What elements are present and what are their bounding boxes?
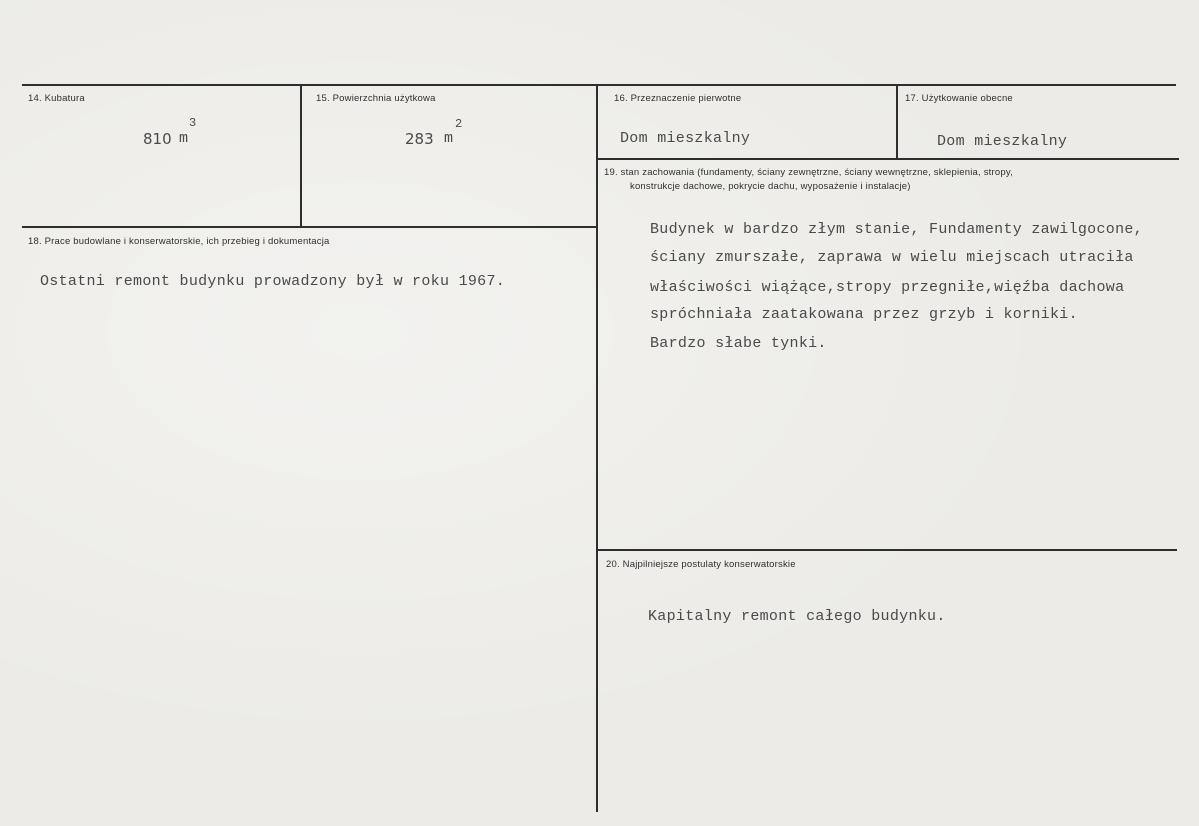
- field-14-unit: m: [179, 130, 189, 147]
- field-16-label: 16. Przeznaczenie pierwotne: [614, 93, 742, 104]
- field-19-line-4: spróchniała zaatakowana przez grzyb i korniki.: [650, 306, 1078, 323]
- field-19-line-3: właściwości wiążące,stropy przegniłe,więźba dachowa: [650, 279, 1125, 296]
- field-15-value: 283: [405, 130, 434, 148]
- field-15-label: 15. Powierzchnia użytkowa: [316, 93, 436, 104]
- rule-under-16-17: [597, 158, 1179, 160]
- field-19-label-line1: 19. stan zachowania (fundamenty, ściany zewnętrzne, ściany wewnętrzne, sklepienia, stropy,: [604, 167, 1013, 178]
- field-19-line-5: Bardzo słabe tynki.: [650, 335, 827, 352]
- field-17-label: 17. Użytkowanie obecne: [905, 93, 1013, 104]
- rule-above-20: [597, 549, 1177, 551]
- field-19-line-2: ściany zmurszałe, zaprawa w wielu miejscach utraciła: [650, 249, 1134, 266]
- field-15-exponent: 2: [455, 117, 463, 131]
- divider-14-15: [300, 84, 302, 228]
- field-19-line-1: Budynek w bardzo złym stanie, Fundamenty zawilgocone,: [650, 221, 1143, 238]
- field-20-value: Kapitalny remont całego budynku.: [648, 608, 946, 625]
- field-14-exponent: 3: [189, 116, 197, 130]
- field-16-value: Dom mieszkalny: [620, 130, 751, 147]
- field-15-unit: m: [444, 130, 454, 147]
- field-18-label: 18. Prace budowlane i konserwatorskie, ich przebieg i dokumentacja: [28, 236, 330, 247]
- rule-under-14-15: [22, 226, 596, 228]
- field-14-value: 810: [143, 130, 172, 148]
- divider-16-17: [896, 84, 898, 160]
- center-divider: [596, 84, 598, 812]
- top-rule: [22, 84, 1176, 86]
- field-20-label: 20. Najpilniejsze postulaty konserwatorskie: [606, 559, 796, 570]
- field-17-value: Dom mieszkalny: [937, 133, 1068, 150]
- field-19-label-line2: konstrukcje dachowe, pokrycie dachu, wyposażenie i instalacje): [630, 181, 911, 192]
- field-14-label: 14. Kubatura: [28, 93, 85, 104]
- field-18-value: Ostatni remont budynku prowadzony był w roku 1967.: [40, 273, 506, 290]
